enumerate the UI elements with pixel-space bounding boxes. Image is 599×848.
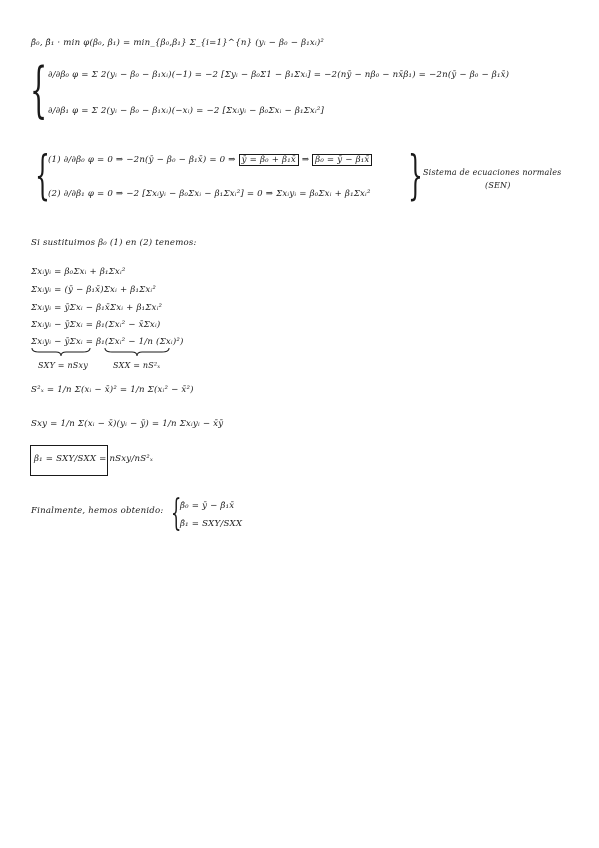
final-intro: Finalmente, hemos obtenido: — [31, 506, 164, 516]
beta1-result: β₁ = SXY/SXX = nSxy/nS²ₓ — [34, 454, 154, 464]
sen-label-line2: (SEN) — [485, 181, 511, 190]
variance-definition: S²ₓ = 1/n Σ(xᵢ − x̄)² = 1/n Σ(xᵢ² − x̄²) — [31, 385, 194, 395]
final-beta1: β̂₁ = SXY/SXX — [180, 519, 243, 529]
derivatives-brace: { — [30, 55, 48, 125]
derivative-b0-line: ∂/∂β₀ φ = Σ 2(yᵢ − β₀ − β₁xᵢ)(−1) = −2 [Σyᵢ − β₀Σ1 − β₁Σxᵢ] = −2(nȳ − nβ₀ − nx̄β₁) = −2n(ȳ − β₀ − β₁x̄) — [48, 70, 510, 80]
derivative-b1-line: ∂/∂β₁ φ = Σ 2(yᵢ − β₀ − β₁xᵢ)(−xᵢ) = −2 [Σxᵢyᵢ − β₀Σxᵢ − β₁Σxᵢ²] — [48, 106, 325, 116]
normal-equation-2: (2) ∂/∂β₁ φ = 0 ⇒ −2 [Σxᵢyᵢ − β₀Σxᵢ − β₁Σxᵢ²] = 0 ⇒ Σxᵢyᵢ = β₀Σxᵢ + β₁Σxᵢ² — [48, 189, 371, 199]
derivation-step-2: Σxᵢyᵢ = (ȳ − β₁x̄)Σxᵢ + β₁Σxᵢ² — [31, 285, 157, 295]
min-problem-line: β̂₀, β̂₁ · min φ(β₀, β₁) = min_{β₀,β₁} Σ_{i=1}^{n} (yᵢ − β₀ − β₁xᵢ)² — [31, 38, 325, 48]
sen-left-brace: { — [35, 146, 50, 206]
substitution-intro: Si sustituimos β₀ (1) en (2) tenemos: — [31, 238, 197, 248]
sxy-label: SXY = nSxy — [38, 361, 88, 370]
derivation-step-3: Σxᵢyᵢ = ȳΣxᵢ − β₁x̄Σxᵢ + β₁Σxᵢ² — [31, 303, 163, 313]
final-beta0: β̂₀ = ȳ − β̂₁x̄ — [180, 501, 235, 511]
final-brace: { — [171, 493, 182, 534]
normal-equation-1-box-b0: β₀ = ȳ − β₁x̄ — [312, 154, 372, 166]
normal-equation-1-text: (1) ∂/∂β₀ φ = 0 ⇒ −2n(ȳ − β₀ − β₁x̄) = 0 ⇒ — [48, 155, 236, 165]
sen-right-brace: } — [408, 146, 423, 206]
derivation-step-4: Σxᵢyᵢ − ȳΣxᵢ = β₁(Σxᵢ² − x̄Σxᵢ) — [31, 320, 161, 330]
derivation-step-1: Σxᵢyᵢ = β₀Σxᵢ + β₁Σxᵢ² — [31, 267, 126, 277]
implies-symbol: ⇒ — [301, 155, 310, 165]
normal-equation-1 — [48, 155, 372, 166]
normal-equation-1-box-mean: ȳ = β₀ + β₁x̄ — [239, 154, 299, 166]
sxx-underbrace — [104, 347, 170, 357]
sxy-underbrace — [31, 347, 91, 357]
sxx-label: SXX = nS²ₓ — [113, 361, 161, 370]
sen-label-line1: Sistema de ecuaciones normales — [423, 168, 562, 177]
derivation-step-5: Σxᵢyᵢ − ȳΣxᵢ = β₁(Σxᵢ² − 1/n (Σxᵢ)²) — [31, 337, 184, 347]
covariance-definition: Sxy = 1/n Σ(xᵢ − x̄)(yᵢ − ȳ) = 1/n Σxᵢyᵢ − x̄ȳ — [31, 419, 224, 429]
